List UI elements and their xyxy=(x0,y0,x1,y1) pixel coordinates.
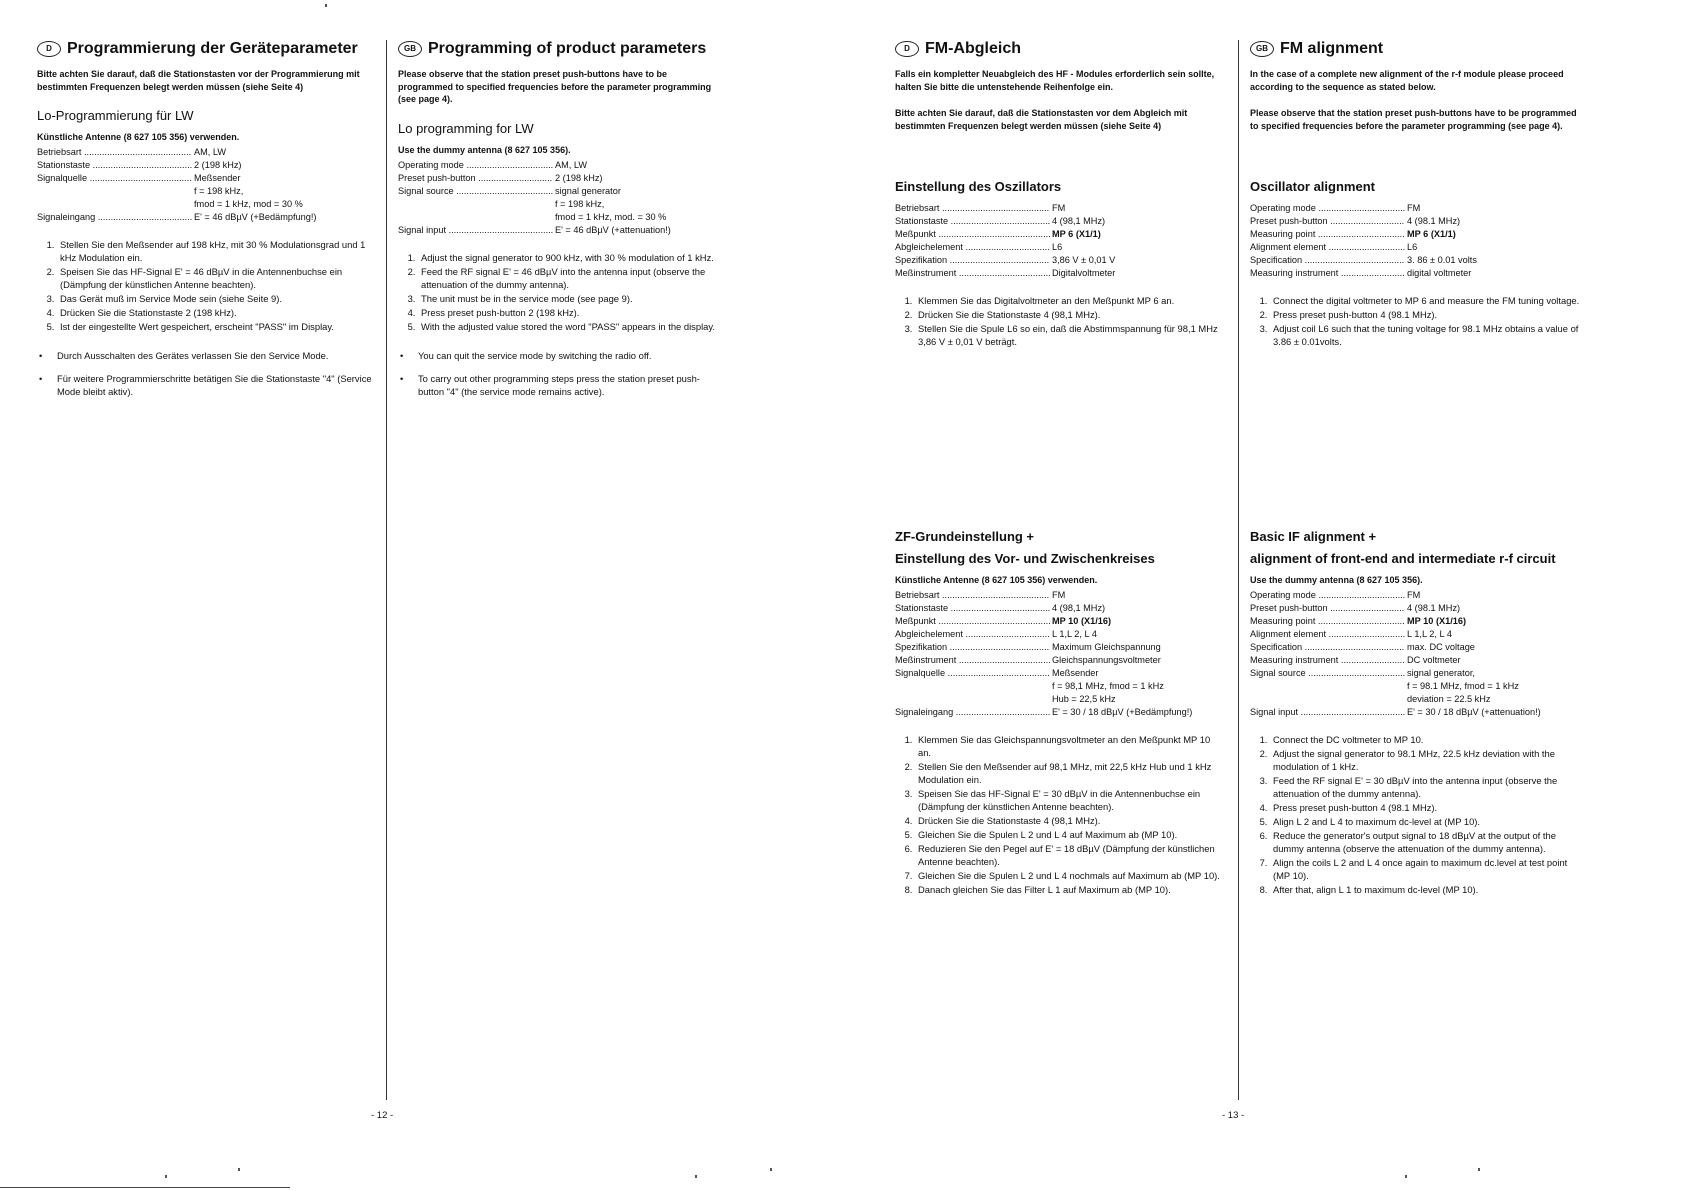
param-key: Signal input ..... xyxy=(398,224,553,237)
step-item: 8. Danach gleichen Sie das Filter L 1 auf Maximum ab (MP 10). xyxy=(915,883,1225,896)
param-value: E' = 46 dBµV (+attenuation!) xyxy=(555,224,671,235)
param-value: MP 6 (X1/1) xyxy=(1407,229,1456,239)
param-key: Alignment element ..... xyxy=(1250,628,1405,641)
param-key: Meßinstrument ..... xyxy=(895,654,1050,667)
param-key: Stationstaste ..... xyxy=(37,159,192,172)
scan-mark xyxy=(238,1168,240,1171)
param-value: max. DC voltage xyxy=(1407,642,1475,652)
parameter-list xyxy=(398,159,718,237)
param-value: deviation = 22.5 kHz xyxy=(1407,694,1491,704)
param-value: f = 198 kHz, xyxy=(555,198,605,209)
param-row xyxy=(895,215,1225,228)
param-value: f = 198 kHz, xyxy=(194,186,244,196)
column-divider-left-page xyxy=(386,40,387,1100)
param-value: 3. 86 ± 0.01 volts xyxy=(1407,255,1477,265)
language-flag-gb: GB xyxy=(1250,41,1274,57)
param-key: Signal input ..... xyxy=(1250,706,1405,719)
param-value: L 1,L 2, L 4 xyxy=(1407,629,1452,639)
param-row xyxy=(37,185,372,198)
section-header xyxy=(398,38,718,60)
param-value: FM xyxy=(1407,203,1421,213)
param-row xyxy=(895,589,1225,602)
param-value: f = 98.1 MHz, fmod = 1 kHz xyxy=(1407,681,1519,691)
param-row xyxy=(895,241,1225,254)
param-key: Specification ..... xyxy=(1250,641,1405,654)
param-value: 2 (198 kHz) xyxy=(555,172,603,183)
step-item: 4. Press preset push-button 4 (98.1 MHz). xyxy=(1270,801,1585,814)
parameter-list xyxy=(895,202,1225,280)
antenna-note: Use the dummy antenna (8 627 105 356). xyxy=(1250,575,1423,585)
step-item: 7. Gleichen Sie die Spulen L 2 und L 4 nochmals auf Maximum ab (MP 10). xyxy=(915,869,1225,882)
page-number-right: - 13 - xyxy=(1222,1110,1245,1121)
param-row xyxy=(895,667,1225,680)
step-item: 5. Align L 2 and L 4 to maximum dc-level at (MP 10). xyxy=(1270,815,1585,828)
param-key: Signalquelle ..... xyxy=(895,667,1050,680)
section-subtitle: alignment of front-end and intermediate r-f circuit xyxy=(1250,551,1556,566)
procedure-steps xyxy=(895,733,1225,896)
intro-note: Falls ein kompletter Neuabgleich des HF - Modules erforderlich sein sollte, halten Sie bitte die untenstehende Reihenfolge ein. xyxy=(895,69,1215,92)
step-item: 4. Drücken Sie die Stationstaste 4 (98,1 MHz). xyxy=(915,814,1225,827)
param-row xyxy=(1250,215,1585,228)
param-key: Preset push-button ..... xyxy=(1250,215,1405,228)
param-key: Betriebsart ..... xyxy=(895,202,1050,215)
param-row xyxy=(895,615,1225,628)
intro-note: Please observe that the station preset push-buttons have to be programmed to specified frequencies before the parameter programming (see page 4). xyxy=(398,69,712,104)
step-item: 5. With the adjusted value stored the word "PASS" appears in the display. xyxy=(418,320,718,333)
param-value: L6 xyxy=(1407,242,1418,252)
param-row xyxy=(1250,693,1585,706)
param-row xyxy=(398,185,718,198)
section-title: Einstellung des Oszillators xyxy=(895,179,1062,194)
step-item: 1. Connect the digital voltmeter to MP 6 and measure the FM tuning voltage. xyxy=(1270,294,1585,307)
step-item: 6. Reduzieren Sie den Pegel auf E' = 18 dBµV (Dämpfung der künstlichen Antenne beachten). xyxy=(915,842,1225,868)
notes-list xyxy=(37,349,372,398)
param-key: Abgleichelement ..... xyxy=(895,628,1050,641)
step-item: 2. Feed the RF signal E' = 46 dBµV into the antenna input (observe the attenuation of the dummy antenna). xyxy=(418,265,718,291)
param-row xyxy=(37,172,372,185)
section-header xyxy=(37,38,372,60)
section-title: Oscillator alignment xyxy=(1250,179,1375,194)
antenna-note: Künstliche Antenne (8 627 105 356) verwenden. xyxy=(37,132,240,142)
note-item: • To carry out other programming steps press the station preset push-button "4" (the service mode remains active). xyxy=(418,372,718,398)
step-item: 5. Ist der eingestellte Wert gespeichert, erscheint "PASS" im Display. xyxy=(57,320,372,333)
param-value: Meßsender xyxy=(1052,668,1099,678)
scan-mark xyxy=(770,1168,772,1171)
param-key: Alignment element ..... xyxy=(1250,241,1405,254)
param-value: Hub = 22,5 kHz xyxy=(1052,694,1116,704)
param-value: fmod = 1 kHz, mod = 30 % xyxy=(194,199,303,209)
note-item: • You can quit the service mode by switching the radio off. xyxy=(418,349,718,362)
intro-note: In the case of a complete new alignment of the r-f module please proceed according to the sequence as stated below. xyxy=(1250,69,1564,92)
section-title: Basic IF alignment + xyxy=(1250,529,1377,544)
param-row xyxy=(895,267,1225,280)
param-row xyxy=(1250,254,1585,267)
antenna-note: Use the dummy antenna (8 627 105 356). xyxy=(398,144,571,155)
param-value: AM, LW xyxy=(194,147,226,157)
param-row xyxy=(398,159,718,172)
step-item: 3. Das Gerät muß im Service Mode sein (siehe Seite 9). xyxy=(57,292,372,305)
param-key: Specification ..... xyxy=(1250,254,1405,267)
param-row xyxy=(895,602,1225,615)
step-item: 3. Adjust coil L6 such that the tuning voltage for 98.1 MHz obtains a value of 3.86 ± 0.01volts. xyxy=(1270,322,1585,348)
param-value: DC voltmeter xyxy=(1407,655,1461,665)
param-key: Abgleichelement ..... xyxy=(895,241,1050,254)
step-item: 3. Feed the RF signal E' = 30 dBµV into the antenna input (observe the attenuation of the dummy antenna). xyxy=(1270,774,1585,800)
note-item: • Durch Ausschalten des Gerätes verlassen Sie den Service Mode. xyxy=(57,349,372,362)
param-key: Measuring instrument ..... xyxy=(1250,267,1405,280)
param-row xyxy=(895,628,1225,641)
note-item: • Für weitere Programmierschritte betätigen Sie die Stationstaste "4" (Service Mode bleibt aktiv). xyxy=(57,372,372,398)
param-row xyxy=(1250,628,1585,641)
param-row xyxy=(895,680,1225,693)
param-value: Meßsender xyxy=(194,173,241,183)
section-subtitle: Einstellung des Vor- und Zwischenkreises xyxy=(895,551,1155,566)
param-value: Maximum Gleichspannung xyxy=(1052,642,1161,652)
procedure-steps xyxy=(1250,294,1585,348)
procedure-steps xyxy=(398,251,718,333)
step-item: 1. Klemmen Sie das Gleichspannungsvoltmeter an den Meßpunkt MP 10 an. xyxy=(915,733,1225,759)
scan-mark xyxy=(325,4,327,7)
param-value: 4 (98.1 MHz) xyxy=(1407,603,1461,613)
param-row xyxy=(895,706,1225,719)
param-value: signal generator, xyxy=(1407,668,1475,678)
step-item: 1. Connect the DC voltmeter to MP 10. xyxy=(1270,733,1585,746)
column-gb-programming xyxy=(398,38,718,408)
param-row xyxy=(398,224,718,237)
page-title: Programming of product parameters xyxy=(428,40,707,57)
notes-list xyxy=(398,349,718,398)
param-value: digital voltmeter xyxy=(1407,268,1472,278)
param-row xyxy=(1250,589,1585,602)
step-item: 2. Press preset push-button 4 (98.1 MHz). xyxy=(1270,308,1585,321)
param-key: Signal source ..... xyxy=(1250,667,1405,680)
param-key: Meßpunkt ..... xyxy=(895,615,1050,628)
param-value: f = 98,1 MHz, fmod = 1 kHz xyxy=(1052,681,1164,691)
scan-mark xyxy=(165,1175,167,1178)
param-row xyxy=(895,693,1225,706)
param-row xyxy=(1250,267,1585,280)
param-key: Signal source ..... xyxy=(398,185,553,198)
step-item: 4. Press preset push-button 2 (198 kHz). xyxy=(418,306,718,319)
param-row xyxy=(398,172,718,185)
parameter-list xyxy=(1250,202,1585,280)
procedure-steps xyxy=(1250,733,1585,896)
step-item: 2. Drücken Sie die Stationstaste 4 (98,1 MHz). xyxy=(915,308,1225,321)
param-value: E' = 30 / 18 dBµV (+attenuation!) xyxy=(1407,707,1541,717)
language-flag-de: D xyxy=(37,41,61,57)
param-key: Signaleingang ..... xyxy=(37,211,192,224)
column-de-if-alignment xyxy=(895,520,1225,897)
param-key: Meßinstrument ..... xyxy=(895,267,1050,280)
param-row xyxy=(37,146,372,159)
param-key: Measuring instrument ..... xyxy=(1250,654,1405,667)
step-item: 1. Klemmen Sie das Digitalvoltmeter an den Meßpunkt MP 6 an. xyxy=(915,294,1225,307)
page-title: FM alignment xyxy=(1280,40,1384,57)
section-title: ZF-Grundeinstellung + xyxy=(895,529,1035,544)
step-item: 2. Stellen Sie den Meßsender auf 98,1 MHz, mit 22,5 kHz Hub und 1 kHz Modulation ein. xyxy=(915,760,1225,786)
antenna-note: Künstliche Antenne (8 627 105 356) verwenden. xyxy=(895,575,1098,585)
param-value: Gleichspannungsvoltmeter xyxy=(1052,655,1161,665)
step-item: 7. Align the coils L 2 and L 4 once again to maximum dc.level at test point (MP 10). xyxy=(1270,856,1585,882)
param-value: FM xyxy=(1052,203,1066,213)
column-gb-fm-alignment xyxy=(1250,38,1585,349)
param-key: Meßpunkt ..... xyxy=(895,228,1050,241)
scan-edge-line xyxy=(0,1187,290,1188)
step-item: 2. Adjust the signal generator to 98.1 MHz, 22.5 kHz deviation with the modulation of 1 kHz. xyxy=(1270,747,1585,773)
param-key: Signalquelle ..... xyxy=(37,172,192,185)
param-row xyxy=(1250,641,1585,654)
param-key: Signaleingang ..... xyxy=(895,706,1050,719)
param-key: Measuring point ..... xyxy=(1250,228,1405,241)
param-value: E' = 30 / 18 dBµV (+Bedämpfung!) xyxy=(1052,707,1193,717)
param-key: Operating mode ..... xyxy=(398,159,553,172)
step-item: 1. Adjust the signal generator to 900 kHz, with 30 % modulation of 1 kHz. xyxy=(418,251,718,264)
param-row xyxy=(1250,602,1585,615)
param-value: 4 (98.1 MHz) xyxy=(1407,216,1461,226)
scan-mark xyxy=(695,1175,697,1178)
param-key: Measuring point ..... xyxy=(1250,615,1405,628)
parameter-list xyxy=(895,589,1225,719)
step-item: 6. Reduce the generator's output signal to 18 dBµV at the output of the dummy antenna (observe the attenuation of the dummy antenna). xyxy=(1270,829,1585,855)
param-row xyxy=(1250,202,1585,215)
scan-mark xyxy=(1405,1175,1407,1178)
param-value: 4 (98,1 MHz) xyxy=(1052,603,1106,613)
column-divider-right-page xyxy=(1238,40,1239,1100)
step-item: 3. Speisen Sie das HF-Signal E' = 30 dBµV in die Antennenbuchse ein (Dämpfung der künstlichen Antenne beachten). xyxy=(915,787,1225,813)
step-item: 3. Stellen Sie die Spule L6 so ein, daß die Abstimmspannung für 98,1 MHz 3,86 V ± 0,01 V beträgt. xyxy=(915,322,1225,348)
page-title: FM-Abgleich xyxy=(925,40,1021,57)
param-key: Spezifikation ..... xyxy=(895,254,1050,267)
param-value: MP 10 (X1/16) xyxy=(1052,616,1112,626)
param-value: fmod = 1 kHz, mod. = 30 % xyxy=(555,211,667,222)
column-gb-if-alignment xyxy=(1250,520,1585,897)
section-title: Lo-Programmierung für LW xyxy=(37,108,194,123)
param-value: FM xyxy=(1407,590,1421,600)
step-item: 3. The unit must be in the service mode (see page 9). xyxy=(418,292,718,305)
param-row xyxy=(398,198,718,211)
param-value: MP 6 (X1/1) xyxy=(1052,229,1101,239)
param-row xyxy=(895,202,1225,215)
param-row xyxy=(398,211,718,224)
column-de-programming xyxy=(37,38,372,408)
param-row xyxy=(1250,667,1585,680)
param-key: Stationstaste ..... xyxy=(895,215,1050,228)
param-row xyxy=(1250,706,1585,719)
step-item: 2. Speisen Sie das HF-Signal E' = 46 dBµV in die Antennenbuchse ein (Dämpfung der künstlichen Antenne beachten). xyxy=(57,265,372,291)
param-key: Betriebsart ..... xyxy=(37,146,192,159)
param-row xyxy=(1250,654,1585,667)
step-item: 4. Drücken Sie die Stationstaste 2 (198 kHz). xyxy=(57,306,372,319)
param-key: Operating mode ..... xyxy=(1250,202,1405,215)
intro-note: Bitte achten Sie darauf, daß die Stationstasten vor der Programmierung mit bestimmten Frequenzen belegt werden müssen (siehe Seite 4) xyxy=(37,69,360,92)
procedure-steps xyxy=(895,294,1225,348)
param-row xyxy=(895,654,1225,667)
param-value: 2 (198 kHz) xyxy=(194,160,242,170)
param-row xyxy=(1250,228,1585,241)
section-header xyxy=(1250,38,1585,60)
param-row xyxy=(37,159,372,172)
param-row xyxy=(1250,615,1585,628)
step-item: 5. Gleichen Sie die Spulen L 2 und L 4 auf Maximum ab (MP 10). xyxy=(915,828,1225,841)
section-header xyxy=(895,38,1225,60)
param-key: Spezifikation ..... xyxy=(895,641,1050,654)
language-flag-gb: GB xyxy=(398,41,422,57)
parameter-list xyxy=(1250,589,1585,719)
param-row xyxy=(895,254,1225,267)
procedure-steps xyxy=(37,238,372,333)
param-row xyxy=(895,641,1225,654)
parameter-list xyxy=(37,146,372,224)
param-row xyxy=(895,228,1225,241)
language-flag-de: D xyxy=(895,41,919,57)
param-value: FM xyxy=(1052,590,1066,600)
param-key: Betriebsart ..... xyxy=(895,589,1050,602)
param-value: L 1,L 2, L 4 xyxy=(1052,629,1097,639)
intro-note-2: Bitte achten Sie darauf, daß die Stationstasten vor dem Abgleich mit bestimmten Frequenzen belegt werden müssen (siehe Seite 4) xyxy=(895,108,1188,131)
step-item: 1. Stellen Sie den Meßsender auf 198 kHz, mit 30 % Modulationsgrad und 1 kHz Modulation ein. xyxy=(57,238,372,264)
param-value: AM, LW xyxy=(555,159,587,170)
param-value: signal generator xyxy=(555,185,621,196)
page-number-left: - 12 - xyxy=(371,1110,394,1121)
scan-mark xyxy=(1478,1168,1480,1171)
param-row xyxy=(1250,680,1585,693)
param-value: MP 10 (X1/16) xyxy=(1407,616,1467,626)
step-item: 8. After that, align L 1 to maximum dc-level (MP 10). xyxy=(1270,883,1585,896)
param-key: Preset push-button ..... xyxy=(1250,602,1405,615)
section-title: Lo programming for LW xyxy=(398,120,534,136)
param-value: E' = 46 dBµV (+Bedämpfung!) xyxy=(194,212,317,222)
param-key: Operating mode ..... xyxy=(1250,589,1405,602)
param-row xyxy=(37,211,372,224)
column-de-fm-alignment xyxy=(895,38,1225,349)
intro-note-2: Please observe that the station preset push-buttons have to be programmed to specified frequencies before the parameter programming (see page 4). xyxy=(1250,108,1577,131)
param-row xyxy=(37,198,372,211)
param-key: Preset push-button ..... xyxy=(398,172,553,185)
page-title: Programmierung der Geräteparameter xyxy=(67,40,358,57)
param-value: L6 xyxy=(1052,242,1063,252)
param-key: Stationstaste ..... xyxy=(895,602,1050,615)
param-row xyxy=(1250,241,1585,254)
param-value: 3,86 V ± 0,01 V xyxy=(1052,255,1116,265)
param-value: 4 (98,1 MHz) xyxy=(1052,216,1106,226)
param-value: Digitalvoltmeter xyxy=(1052,268,1116,278)
